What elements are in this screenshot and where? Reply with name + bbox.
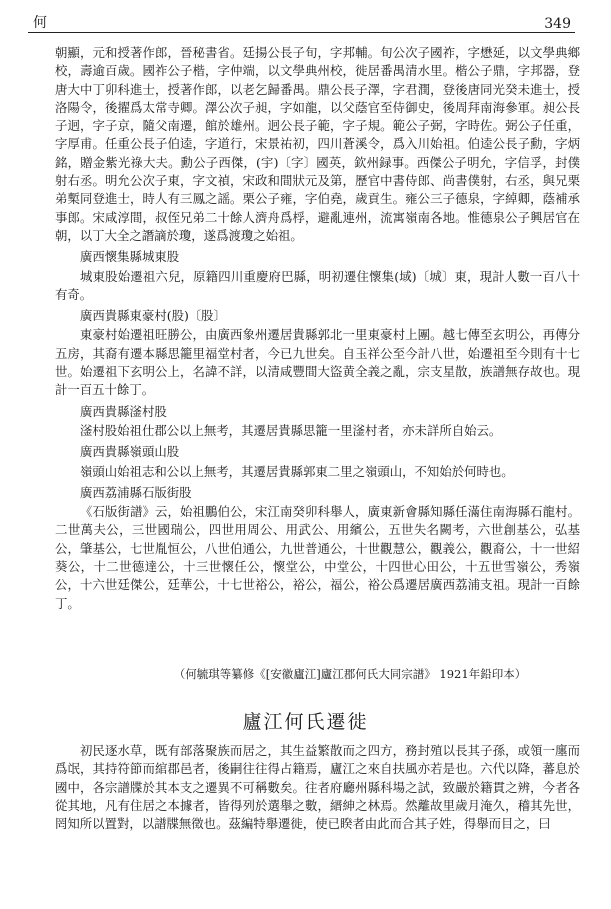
section-text: 城東股始遷祖六兒，原籍四川重慶府巴縣，明初遷住懷集(域)〔城〕東，現計人數一百八十有奇。 (55, 268, 580, 302)
intro-text (55, 742, 580, 833)
section-text: 嶺頭山始祖志和公以上無考，其遷居貴縣郭東二里之嶺頭山，不知始於何時也。 (80, 463, 514, 479)
header-rule (28, 32, 575, 33)
intro-paragraph: 初民逐水草，既有部落聚族而居之，其生益繁散而之四方，務封殖以長其子孫，或領一廛而爲氓，其持符節而綰郡邑者，後嗣往往得占籍焉，廬江之來自扶風亦若是也。六代以降，蕃息於國中，各宗譜牒於其本支之遷異不可稱數矣。往者府廳州縣科場之試，致嚴於籍貫之辨，今者各從其地，凡有住居之本據者，皆得列於選舉之數，縉紳之林焉。然離故里歲月淹久，稽其先世，罔知所以置對，以譜牒無徵也。茲編特舉遷徙，使已睽者由此而合其子姓，得舉而目之，曰 (55, 743, 580, 832)
section-text: 滏村股始祖仕郡公以上無考，其遷居貴縣思籠一里滏村者，亦未詳所自始云。 (80, 422, 502, 438)
running-head: 何 (33, 15, 47, 31)
page-header (33, 12, 571, 32)
article-title: 廬江何氏遷徙 (242, 711, 369, 733)
section-heading: 廣西貴縣滏村股 (80, 403, 167, 419)
opening-paragraph: 朝顯，元和授著作郎，晉秘書省。廷揚公長子旬，字邦輔。旬公次子國祚，字懋延，以文學典鄉校，壽逾百歲。國祚公子楷，字仲端，以文學典州校，徙居番禺清水里。楷公子鼎，字邦器，登唐大中丁卯科進士，授著作郎，以老乞歸番禺。鼎公長子澤，字君潤，登後唐同光癸未進士，授洛陽令，後擢爲太常寺卿。澤公次子昶，字如龍，以父蔭官至侍御史，後周拜南海參軍。昶公長子迥，字子京，隨父南遷，館於雄州。迥公長子範，字子規。範公子弼，字時佐。弼公子任重，字厚甫。任重公長子伯逵，字道行，宋景祐初，四川蒼溪令，爲入川始祖。伯逵公長子勳，字炳銘，贈金紫光祿大夫。勳公子西傑，(宇)〔字〕國英，欽州録事。西傑公子明允，字信孚，封僕射右丞。明允公次子東，字文禎，宋政和間狀元及第，歷官中書侍郎、尚書僕射，右丞，與兄栗弟槧同登進士，時人有三鳳之謡。栗公子雍，字伯堯，歲貢生。雍公三子德泉，字綽卿，蔭補承事郎。宋咸淳間，叔侄兄弟二十餘人濟舟爲桴，避亂連州，流寓嶺南各地。惟德泉公子興居官在朝，以丁大全之譖謫於瓊，遂爲渡瓊之始祖。 (55, 45, 580, 243)
page-number: 349 (544, 16, 571, 32)
section-heading: 廣西荔浦縣石版街股 (80, 484, 192, 500)
section-text: 《石版街譜》云，始祖鵬伯公，宋江南癸卯科舉人，廣東新會縣知縣任滿住南海縣石龍村。二世萬夫公，三世國瑞公，四世用周公、用武公、用繽公，五世失名闕考，六世創基公，弘基公，肇基公，七世胤恒公，八世伯通公，九世普通公，十世觀慧公，觀義公，觀裔公，十一世紹葵公，十二世德達公，十三世懷任公，懷堂公，中堂公，十四世心田公，十五世雪嶺公，秀嶺公，十六世廷傑公，廷華公，十七世裕公，裕公，福公，裕公爲遷居廣西荔浦支祖。現計一百餘丁。 (55, 504, 580, 611)
section-heading: 廣西貴縣嶺頭山股 (80, 444, 180, 460)
source-caption: （何毓琪等纂修《[安徽廬江]廬江郡何氏大同宗譜》 1921年鉛印本） (173, 667, 527, 681)
section-heading: 廣西懷集縣城東股 (80, 249, 180, 265)
section-text: 東豪村始遷祖旺勝公，由廣西象州遷居貴縣郭北一里東豪村上團。越七傳至玄明公，再傳分五房，其裔有遷本縣思籠里福堂村者，今已九世矣。自玉祥公至今計八世，始遷祖至今則有十七世。始遷祖下玄明公上，名諱不詳，以清咸豐間大盜黄全義之亂，宗支星散，族譜無存故也。現計一百五十餘丁。 (55, 327, 580, 398)
section-heading: 廣西貴縣東豪村(股)〔股〕 (80, 308, 226, 324)
main-text (55, 44, 580, 613)
